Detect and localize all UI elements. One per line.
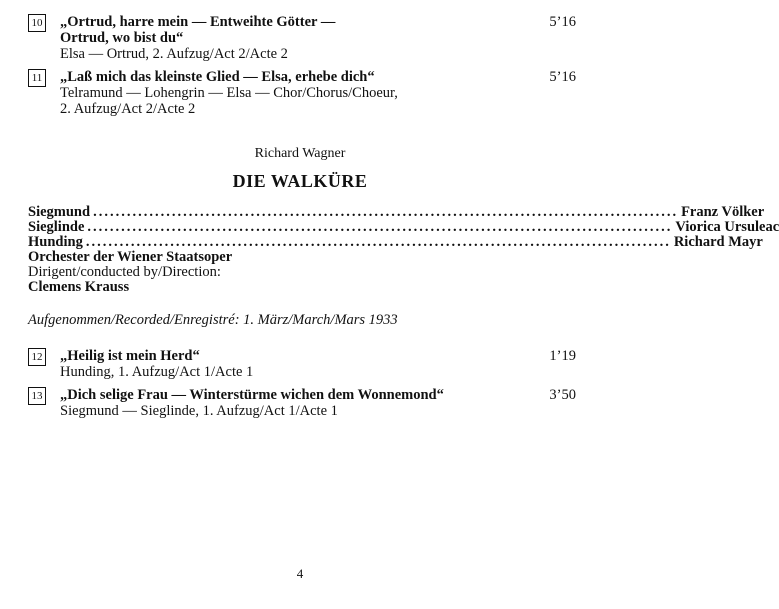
track-info: Telramund — Lohengrin — Elsa — Chor/Chorus/Choeur, (60, 85, 398, 101)
cast-list (28, 204, 779, 295)
track-number: 10 (28, 14, 46, 32)
track-duration: 1’19 (549, 348, 576, 364)
track-11 (28, 69, 576, 117)
track-duration: 3’50 (549, 387, 576, 403)
opera-title: DIE WALKÜRE (232, 171, 368, 191)
track-number: 13 (28, 387, 46, 405)
track-info: Hunding, 1. Aufzug/Act 1/Acte 1 (60, 364, 254, 380)
track-info: Elsa — Ortrud, 2. Aufzug/Act 2/Acte 2 (60, 46, 288, 62)
track-number: 12 (28, 348, 46, 366)
cast-role: Hunding (28, 234, 83, 250)
page-number: 4 (296, 566, 304, 581)
track-title-line: „Ortrud, harre mein — Entweihte Götter — (60, 14, 336, 30)
leader-dots: ........................................................................................................ (93, 204, 679, 220)
cast-row (28, 219, 779, 235)
leader-dots: ........................................................................................................ (87, 219, 673, 235)
orchestra: Orchester der Wiener Staatsoper (28, 249, 233, 265)
leader-dots: ........................................................................................................ (85, 234, 671, 250)
track-title-line: Ortrud, wo bist du“ (60, 30, 184, 46)
cast-row (28, 204, 765, 220)
track-12 (28, 348, 576, 380)
composer-name: Richard Wagner (254, 146, 346, 161)
track-duration: 5’16 (549, 14, 576, 30)
cast-role: Siegmund (28, 204, 91, 220)
track-title-line: „Heilig ist mein Herd“ (60, 348, 200, 364)
track-10 (28, 14, 576, 62)
conductor-name: Clemens Krauss (28, 279, 130, 295)
recording-info: Aufgenommen/Recorded/Enregistré: 1. März/March/Mars 1933 (28, 312, 398, 328)
track-info: Siegmund — Sieglinde, 1. Aufzug/Act 1/Acte 1 (60, 403, 338, 419)
cast-artist: Viorica Ursuleac (675, 219, 779, 235)
track-13 (28, 387, 576, 419)
track-number: 11 (28, 69, 46, 87)
cast-artist: Richard Mayr (673, 234, 763, 250)
track-title-line: „Laß mich das kleinste Glied — Elsa, erhebe dich“ (60, 69, 375, 85)
track-title-line: „Dich selige Frau — Winterstürme wichen dem Wonnemond“ (60, 387, 444, 403)
conductor-label: Dirigent/conducted by/Direction: (28, 264, 221, 280)
track-duration: 5’16 (549, 69, 576, 85)
cast-row (28, 234, 763, 250)
cast-role: Sieglinde (28, 219, 85, 235)
track-info: 2. Aufzug/Act 2/Acte 2 (60, 101, 196, 117)
cast-artist: Franz Völker (681, 204, 765, 220)
